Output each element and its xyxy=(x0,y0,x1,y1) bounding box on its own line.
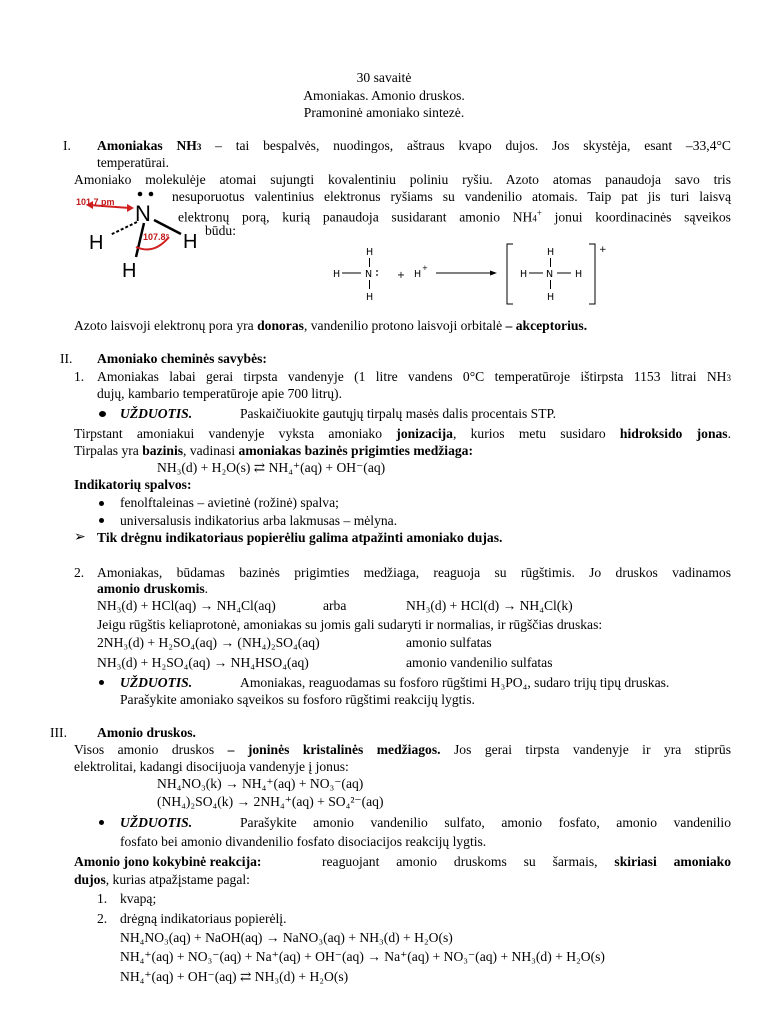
acceptor-term: – akceptorius. xyxy=(505,318,588,333)
equation-net-ionic: NH₄⁺(aq) + OH⁻(aq) ⇄ NH₃(d) + H₂O(s) xyxy=(120,969,349,984)
task-3-label: UŽDUOTIS. xyxy=(120,815,193,830)
section-3-para-2: elektrolitai, kadangi disocijuoja vandenyje į jonus: xyxy=(74,759,349,774)
ammonium-salts-term: amonio druskomis xyxy=(97,581,205,596)
ammonia-molecule-diagram xyxy=(74,185,214,280)
item-1-number: 1. xyxy=(74,369,85,384)
lone-pair-dot-2 xyxy=(149,192,154,197)
basic-text-a: Tirpalas yra xyxy=(74,443,143,458)
list-item-1: kvapą; xyxy=(120,891,157,906)
qualitative-text-b: reaguojant amonio druskoms su šarmais, xyxy=(322,854,615,869)
list-item-2: drėgną indikatoriaus popierėlį. xyxy=(120,911,287,926)
section-1-number: I. xyxy=(63,138,71,153)
task-2-line2: Parašykite amoniako sąveikos su fosforo rūgštimi reakcijų lygtis. xyxy=(120,692,475,707)
page-subtitle: Pramoninė amoniako sintezė. xyxy=(303,105,465,120)
basic-text-d: amoniakas bazinės prigimties medžiaga: xyxy=(238,443,474,458)
salts-text-c: Jos gerai tirpsta vandenyje ir yra stiprūs xyxy=(440,742,732,757)
indicator-note: Tik drėgnu indikatoriaus popierėliu galima atpažinti amoniako dujas. xyxy=(97,530,503,545)
ionization-text-e: . xyxy=(727,426,732,441)
section-1-title-sub: 3 xyxy=(196,142,202,152)
qualitative-text-d: dujos xyxy=(74,872,106,887)
item-2-line2 xyxy=(97,580,208,597)
rxn-plus: + xyxy=(397,270,405,281)
page-title: Amoniakas. Amonio druskos. xyxy=(303,88,465,103)
bullet-icon xyxy=(99,411,106,417)
rxn-prod-h-left: H xyxy=(520,269,528,280)
equation-nitrate-dissociation: NH₄NO₃(k) → NH₄⁺(aq) + NO₃⁻(aq) xyxy=(157,776,364,791)
ammonium-formation-reaction xyxy=(333,240,623,310)
basic-solution-line xyxy=(74,442,473,459)
bond-angle-label: 107.8° xyxy=(143,232,170,242)
para-3-text-b: jonui koordinacinės sąveikos xyxy=(541,209,731,225)
rxn-prod-h-bottom: H xyxy=(547,292,555,303)
section-1-title: Amoniakas NH xyxy=(97,138,197,153)
rxn-product-charge: + xyxy=(599,245,607,255)
task-1-text: Paskaičiuokite gautųjų tirpalų masės dalis procentais STP. xyxy=(240,406,557,421)
qualitative-reaction-line xyxy=(322,853,731,870)
indicator-1: fenolftaleinas – avietinė (rožinė) spalva; xyxy=(120,495,339,510)
task-1-label: UŽDUOTIS. xyxy=(120,406,193,421)
item-2-line2-end: . xyxy=(204,581,209,596)
ionization-text-c: , kurios metu susidaro xyxy=(452,426,620,441)
polyprotic-line: Jeigu rūgštis keliaprotonė, amoniakas su jomis gali sudaryti ir normalias, ir rūgščias druskas: xyxy=(97,617,603,632)
equation-sulfate-name: amonio sulfatas xyxy=(406,635,492,650)
item-2-line1: Amoniakas, būdamas bazinės prigimties medžiaga, reaguoja su rūgštimis. Jo druskos vadinamos xyxy=(97,565,731,580)
section-3-number: III. xyxy=(50,725,67,740)
rxn-n: N xyxy=(365,269,373,280)
lone-pair-dot-1 xyxy=(138,192,143,197)
section-1-para-4: būdu: xyxy=(205,223,236,238)
task-2-line1: Amoniakas, reaguodamas su fosforo rūgštimi H₃PO₄, sudaro trijų tipų druskas. xyxy=(240,675,670,690)
item-1-line1-text: Amoniakas labai gerai tirpsta vandenyje (1 litre vandens 0°C temperatūroje ištirpsta 1153 litrai NH xyxy=(97,369,727,384)
list-item-1-number: 1. xyxy=(97,891,108,906)
qualitative-text-e: , kurias atpažįstame pagal: xyxy=(105,872,250,887)
week-label: 30 savaitė xyxy=(356,70,412,85)
task-2-label: UŽDUOTIS. xyxy=(120,675,193,690)
ionization-term: jonizacija xyxy=(396,426,453,441)
equation-ionization: NH₃(d) + H₂O(s) ⇄ NH₄⁺(aq) + OH⁻(aq) xyxy=(157,460,386,475)
arrow-head-right xyxy=(127,204,134,212)
qualitative-text-c: skiriasi amoniako xyxy=(614,854,732,869)
equation-hcl-gas: NH₃(d) + HCl(d) → NH₄Cl(k) xyxy=(406,598,573,613)
qualitative-reaction-line2 xyxy=(74,871,250,888)
para-3-sup: + xyxy=(536,208,542,218)
section-1-line2: temperatūrai. xyxy=(97,155,170,170)
bond-dashed xyxy=(110,222,137,235)
bullet-icon xyxy=(99,501,104,506)
item-1-line2: dujų, kambario temperatūroje apie 700 litrų). xyxy=(97,386,342,401)
rxn-prod-h-top: H xyxy=(547,247,555,258)
basic-term: bazinis xyxy=(142,443,184,458)
atom-h-right: H xyxy=(183,231,198,253)
section-1-title-line xyxy=(97,137,731,156)
equation-or: arba xyxy=(323,598,347,613)
atom-n: N xyxy=(135,201,151,226)
rxn-h-bottom: H xyxy=(366,292,374,303)
rxn-hplus-charge: + xyxy=(422,264,428,272)
section-1-para-2: nesuporuotus valentinius elektronus ryšiams su vandenilio atomais. Taip pat jis turi laisvą xyxy=(172,189,731,204)
equation-hydrogen-sulfate: NH₃(d) + H₂SO₄(aq) → NH₄HSO₄(aq) xyxy=(97,655,309,670)
bullet-icon xyxy=(99,820,104,825)
bond-length-label: 101.7 pm xyxy=(76,197,115,207)
indicators-title: Indikatorių spalvos: xyxy=(74,477,192,492)
list-item-2-number: 2. xyxy=(97,911,108,926)
rxn-prod-n: N xyxy=(546,269,554,280)
rxn-prod-h-right: H xyxy=(575,269,583,280)
hydroxide-term: hidroksido jonas xyxy=(619,426,728,441)
section-2-number: II. xyxy=(60,351,73,366)
task-3-line1: Parašykite amonio vandenilio sulfato, amonio fosfato, amonio vandenilio xyxy=(240,815,731,830)
bullet-icon xyxy=(99,518,104,523)
task-3-line2: fosfato bei amonio divandenilio fosfato disociacijos reakcijų lygtis. xyxy=(120,834,487,849)
equation-hcl-aq: NH₃(d) + HCl(aq) → NH₄Cl(aq) xyxy=(97,598,276,613)
ionization-text-a: Tirpstant amoniakui vandenyje vyksta amoniako xyxy=(74,426,397,441)
bullet-icon xyxy=(99,680,104,685)
donor-term: donoras xyxy=(257,318,304,333)
donor-acceptor-line xyxy=(74,317,587,334)
section-1-para-1: Amoniako molekulėje atomai sujungti kovalentiniu poliniu ryšiu. Azoto atomas panaudoja savo tris xyxy=(74,172,731,187)
atom-h-bottom: H xyxy=(122,260,137,280)
para-3-sub: 4 xyxy=(532,213,537,224)
item-1-line1-sub: 3 xyxy=(726,373,731,383)
equation-hydrogen-sulfate-name: amonio vandenilio sulfatas xyxy=(406,655,553,670)
para-3-text-a: elektronų porą, kurią panaudoja susidarant amonio NH xyxy=(178,209,533,225)
rxn-h-top: H xyxy=(366,247,374,258)
indicator-2: universalusis indikatorius arba lakmusas – mėlyna. xyxy=(120,513,398,528)
rxn-h-left: H xyxy=(333,269,341,280)
equation-full-ionic: NH₄⁺(aq) + NO₃⁻(aq) + Na⁺(aq) + OH⁻(aq) → Na⁺(aq) + NO₃⁻(aq) + NH₃(d) + H₂O(s) xyxy=(120,949,605,964)
rxn-hplus: H xyxy=(414,269,422,280)
equation-sulfate: 2NH₃(d) + H₂SO₄(aq) → (NH₄)₂SO₄(aq) xyxy=(97,635,320,650)
salts-text-a: Visos amonio druskos xyxy=(74,742,228,757)
section-1-para-3 xyxy=(178,205,731,228)
section-3-para-1 xyxy=(74,741,731,758)
section-3-title: Amonio druskos. xyxy=(97,725,196,740)
qualitative-reaction-title: Amonio jono kokybinė reakcija: xyxy=(74,854,262,869)
item-2-number: 2. xyxy=(74,565,85,580)
section-2-title: Amoniako cheminės savybės: xyxy=(97,351,267,366)
section-1-title-rest: – tai bespalvės, nuodingos, aštraus kvapo dujos. Jos skystėja, esant –33,4°C xyxy=(201,138,731,153)
salts-text-b: – joninės kristalinės medžiagos. xyxy=(227,742,441,757)
donor-text-a: Azoto laisvoji elektronų pora yra xyxy=(74,318,258,333)
atom-h-left: H xyxy=(89,232,104,254)
arrow-marker-icon: ➢ xyxy=(74,530,86,545)
basic-text-c: , vadinasi xyxy=(183,443,239,458)
equation-sulfate-dissociation: (NH₄)₂SO₄(k) → 2NH₄⁺(aq) + SO₄²⁻(aq) xyxy=(157,794,384,809)
ionization-line xyxy=(74,425,731,442)
donor-text-c: , vandenilio protono laisvoji orbitalė xyxy=(303,318,506,333)
equation-molecular: NH₄NO₃(aq) + NaOH(aq) → NaNO₃(aq) + NH₃(d) + H₂O(s) xyxy=(120,930,453,945)
